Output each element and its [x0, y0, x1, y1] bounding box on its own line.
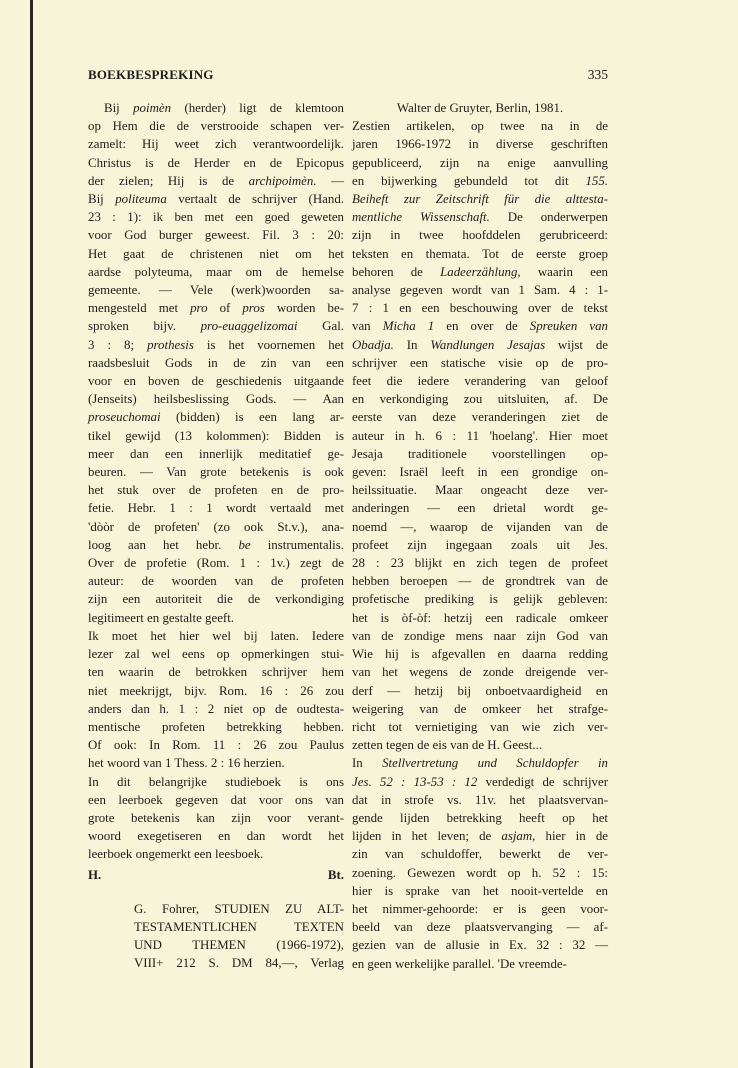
text-line: van het wegens de zonde dreigende ver-	[352, 665, 608, 680]
text-line: het woord van 1 Thess. 2 : 16 herzien.	[88, 756, 285, 771]
text-line: auteur: de woorden van de profeten	[88, 574, 344, 589]
publisher-line: Walter de Gruyter, Berlin, 1981.	[396, 101, 564, 115]
text-line: richt tot vernietiging van wie zich ver-	[352, 719, 608, 734]
text-line: zijn een autoriteit die de verkondiging	[88, 592, 344, 607]
text-line: 23 : 1): ik ben met een goed geweten	[88, 210, 344, 225]
text-line: gemeente. — Vele (werk)woorden sa-	[88, 283, 344, 298]
text-line: Jesaja traditionele voorstellingen op-	[352, 446, 608, 461]
page-number: 335	[587, 67, 608, 82]
text-line: niet meekrijgt, bijv. Rom. 16 : 26 zou	[88, 683, 344, 698]
text-line: fetie. Hebr. 1 : 1 wordt vertaald met	[88, 501, 344, 516]
text-line: voor en boven de geschiedenis uitgaande	[88, 374, 344, 389]
text-line: 3 : 8; prothesis is het voornemen het	[88, 337, 344, 352]
text-line: Obadja. In Wandlungen Jesajas wijst de	[352, 337, 609, 352]
text-line: gezien van de allusie in Ex. 32 : 32 —	[352, 938, 608, 953]
text-line: anderingen — een drietal wordt ge-	[352, 501, 608, 516]
text-line: loog aan het hebr. be instrumentalis.	[88, 537, 344, 552]
text-line: zijn in twee hoofddelen gerubriceerd:	[352, 228, 608, 243]
paragraph	[88, 773, 344, 864]
text-line: Christus is de Herder en de Epicopus	[88, 155, 344, 170]
text-line: hier is sprake van het nooit-vertelde en	[352, 883, 608, 898]
left-column	[88, 99, 344, 973]
text-line: ten waarin de betrokken schrijver hem	[88, 665, 344, 680]
text-line: gende lijden betrekking heeft op het	[352, 810, 608, 825]
text-line: leerboek ongemerkt een leesboek.	[88, 847, 264, 862]
right-column	[352, 99, 608, 973]
paragraph	[352, 117, 608, 754]
text-line: zoening. Gewezen wordt op h. 52 : 15:	[352, 865, 608, 880]
text-line: zin van schuldoffer, bewerkt de ver-	[352, 847, 608, 862]
text-line: 'dòòr de profeten' (zo ook St.v.), ana-	[88, 519, 344, 534]
text-line: 7 : 1 en een beschouwing over de tekst	[352, 301, 608, 316]
text-line: tikel gewijd (13 kolommen): Bidden is	[88, 428, 344, 443]
text-line: van Micha 1 en over de Spreuken van	[352, 319, 608, 334]
text-line: woord exegetiseren en dan wordt het	[88, 829, 344, 844]
text-line: anders dan h. 1 : 2 niet op de oudtesta-	[88, 701, 344, 716]
bibliography-entry	[88, 900, 344, 973]
text-line: Bij poimèn (herder) ligt de klemtoon	[104, 101, 344, 115]
text-line: aardse polyteuma, maar om de hemelse	[88, 264, 344, 279]
bibliography-line: TESTAMENTLICHEN TEXTEN	[134, 919, 344, 934]
text-line: en geen werkelijke parallel. 'De vreemde-	[352, 956, 567, 971]
text-line: Over de profetie (Rom. 1 : 1v.) zegt de	[88, 556, 344, 571]
text-line: behoren de Ladeerzählung, waarin een	[352, 264, 608, 279]
text-line: het is òf-òf: hetzij een radicale omkeer	[352, 610, 608, 625]
text-line: beeld van deze plaatsvervanging — af-	[352, 920, 608, 935]
bibliography-line: VIII+ 212 S. DM 84,—, Verlag	[134, 956, 344, 971]
text-line: eerste van deze veranderingen ziet de	[352, 410, 608, 425]
text-line: feet die iedere verandering van geloof	[352, 374, 608, 389]
text-line: lijden in het leven; de asjam, hier in de	[352, 829, 608, 844]
text-line: analyse gegeven wordt van 1 Sam. 4 : 1-	[352, 283, 608, 298]
signature-initial: H.	[88, 867, 102, 882]
text-line: Zestien artikelen, op twee na in de	[352, 119, 608, 134]
text-line: In dit belangrijke studieboek is ons	[88, 774, 344, 789]
text-line: (Jenseits) heilsbeslissing Gods. — Aan	[88, 392, 344, 407]
text-line: schrijver een statische visie op de pro-	[352, 355, 608, 370]
text-line: In Stellvertretung und Schuldopfer in	[352, 756, 608, 771]
text-line: beuren. — Van grote betekenis is ook	[88, 465, 344, 480]
text-line: sproken bijv. pro-euaggelizomai Gal.	[88, 319, 345, 334]
text-line: een leerboek gegeven dat voor ons van	[88, 792, 344, 807]
paragraph	[352, 754, 608, 972]
text-line: zetten tegen de eis van de H. Geest...	[352, 738, 543, 753]
text-line: weigering van de omkeer het strafge-	[352, 701, 608, 716]
text-line: legitimeert en gestalte geeft.	[88, 610, 235, 625]
text-line: hebben beroepen — de grondtrek van de	[352, 574, 608, 589]
text-line: noemd —, waarop de vijanden van de	[352, 519, 608, 534]
text-line: proseuchomai (bidden) is een lang ar-	[88, 410, 344, 425]
text-line: profetische prediking is gelijk gebleven:	[352, 592, 608, 607]
text-line: Beiheft zur Zeitschrift für die alttesta-	[352, 192, 608, 207]
text-line: jaren 1966-1972 in diverse geschriften	[352, 137, 608, 152]
text-line: Jes. 52 : 13-53 : 12 verdedigt de schrijver	[352, 774, 608, 789]
text-line: profeet zijn ingegaan zoals uit Jes.	[352, 537, 608, 552]
text-line: zamelt: Hij weet zich verantwoordelijk.	[88, 137, 344, 152]
text-line: teksten en themata. Tot de eerste groep	[352, 246, 608, 261]
text-line: het nimmer-gehoorde: er is geen voor-	[352, 901, 608, 916]
bibliography-line: G. Fohrer, STUDIEN ZU ALT-	[134, 901, 344, 916]
signature-author: Bt.	[327, 867, 344, 882]
text-line: meer dan een innerlijk meditatief ge-	[88, 446, 344, 461]
text-line: en bijwerking gebundeld tot dit 155.	[352, 173, 608, 188]
text-line: van de zondige mens naar zijn God van	[352, 628, 608, 643]
text-line: Ik moet het hier wel bij laten. Iedere	[88, 628, 344, 643]
text-line: dat in strofe vs. 11v. het plaatsvervan-	[352, 792, 608, 807]
text-line: en verkondiging zou uitsluiten, af. De	[352, 392, 608, 407]
text-line: mentliche Wissenschaft. De onderwerpen	[352, 210, 609, 225]
text-line: 28 : 23 blijkt en zich tegen de profeet	[352, 556, 608, 571]
text-line: Het gaat de christenen niet om het	[88, 246, 344, 261]
text-line: raadsbesluit Gods in de zin van een	[88, 355, 344, 370]
text-line: gepubliceerd, zijn na enige aanvulling	[352, 155, 608, 170]
text-line: lezer zal wel eens op opmerkingen stui-	[88, 647, 344, 662]
text-line: auteur in h. 6 : 11 'hoelang'. Hier moet	[352, 428, 608, 443]
text-line: der zielen; Hij is de archipoimèn. —	[88, 173, 344, 188]
paragraph	[88, 627, 344, 773]
text-line: geven: Israël leeft in een grondige on-	[352, 465, 608, 480]
bibliography-line: UND THEMEN (1966-1972),	[134, 938, 344, 953]
text-line: Bij politeuma vertaalt de schrijver (Hand.	[88, 192, 344, 207]
paragraph	[88, 99, 344, 627]
running-head: BOEKBESPREKING	[88, 67, 214, 82]
text-line: grote betekenis kan zijn voor verant-	[88, 810, 344, 825]
text-line: mengesteld met pro of pros worden be-	[88, 301, 344, 316]
page-binding-edge	[30, 0, 33, 1068]
text-line: voor God burger geweest. Fil. 3 : 20:	[88, 228, 344, 243]
text-line: op Hem die de verstrooide schapen ver-	[88, 119, 344, 134]
text-line: Of ook: In Rom. 11 : 26 zou Paulus	[88, 738, 344, 753]
text-line: het stuk over de profeten en de pro-	[88, 483, 344, 498]
text-line: heilssituatie. Maar ongeacht deze ver-	[352, 483, 608, 498]
text-line: Wie hij is afgevallen en daarna redding	[352, 647, 608, 662]
text-line: derf — hetzij bij onboetvaardigheid en	[352, 683, 608, 698]
review-signature	[88, 866, 344, 884]
text-line: mentische profeten betrekking hebben.	[88, 719, 344, 734]
